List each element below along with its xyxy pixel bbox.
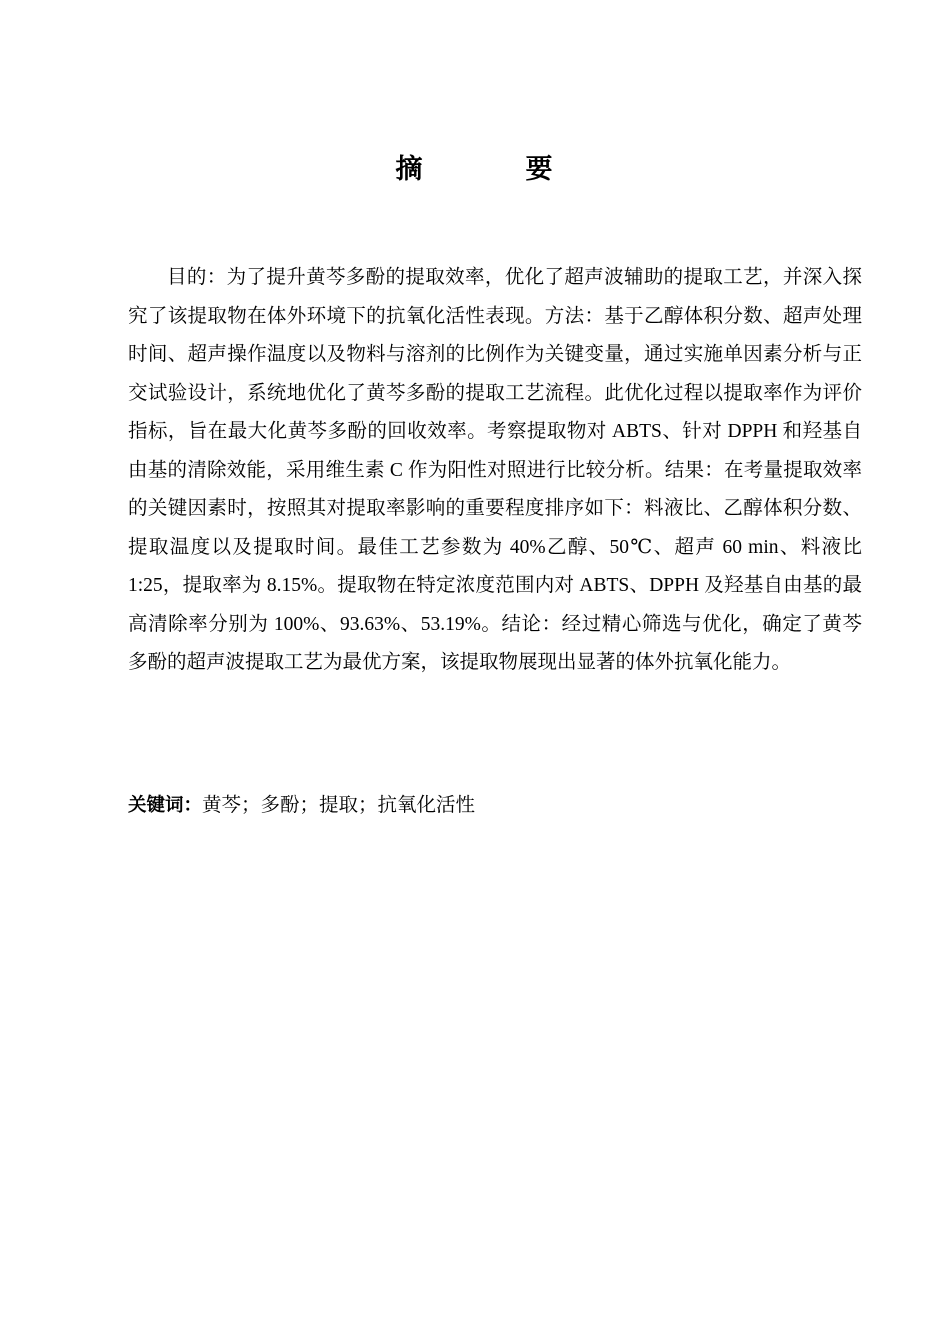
abstract-body: 目的：为了提升黄芩多酚的提取效率，优化了超声波辅助的提取工艺，并深入探究了该提取物在体外环境下的抗氧化活性表现。方法：基于乙醇体积分数、超声处理时间、超声操作温度以及物料与溶剂的比例作为关键变量，通过实施单因素分析与正交试验设计，系统地优化了黄芩多酚的提取工艺流程。此优化过程以提取率作为评价指标，旨在最大化黄芩多酚的回收效率。考察提取物对 ABTS、针对 DPPH 和羟基自由基的清除效能，采用维生素 C 作为阳性对照进行比较分析。结果：在考量提取效率的关键因素时，按照其对提取率影响的重要程度排序如下：料液比、乙醇体积分数、提取温度以及提取时间。最佳工艺参数为 40%乙醇、50℃、超声 60 min、料液比 1:25，提取率为 8.15%。提取物在特定浓度范围内对 ABTS、DPPH 及羟基自由基的最高清除率分别为 100%、93.63%、53.19%。结论：经过精心筛选与优化，确定了黄芩多酚的超声波提取工艺为最优方案，该提取物展现出显著的体外抗氧化能力。 — [128, 267, 862, 673]
abstract-title: 摘 要 — [395, 154, 591, 185]
keywords-label: 关键词： — [128, 795, 203, 816]
keywords-line — [128, 787, 862, 825]
keywords-text: 黄芩；多酚；提取；抗氧化活性 — [202, 795, 476, 816]
